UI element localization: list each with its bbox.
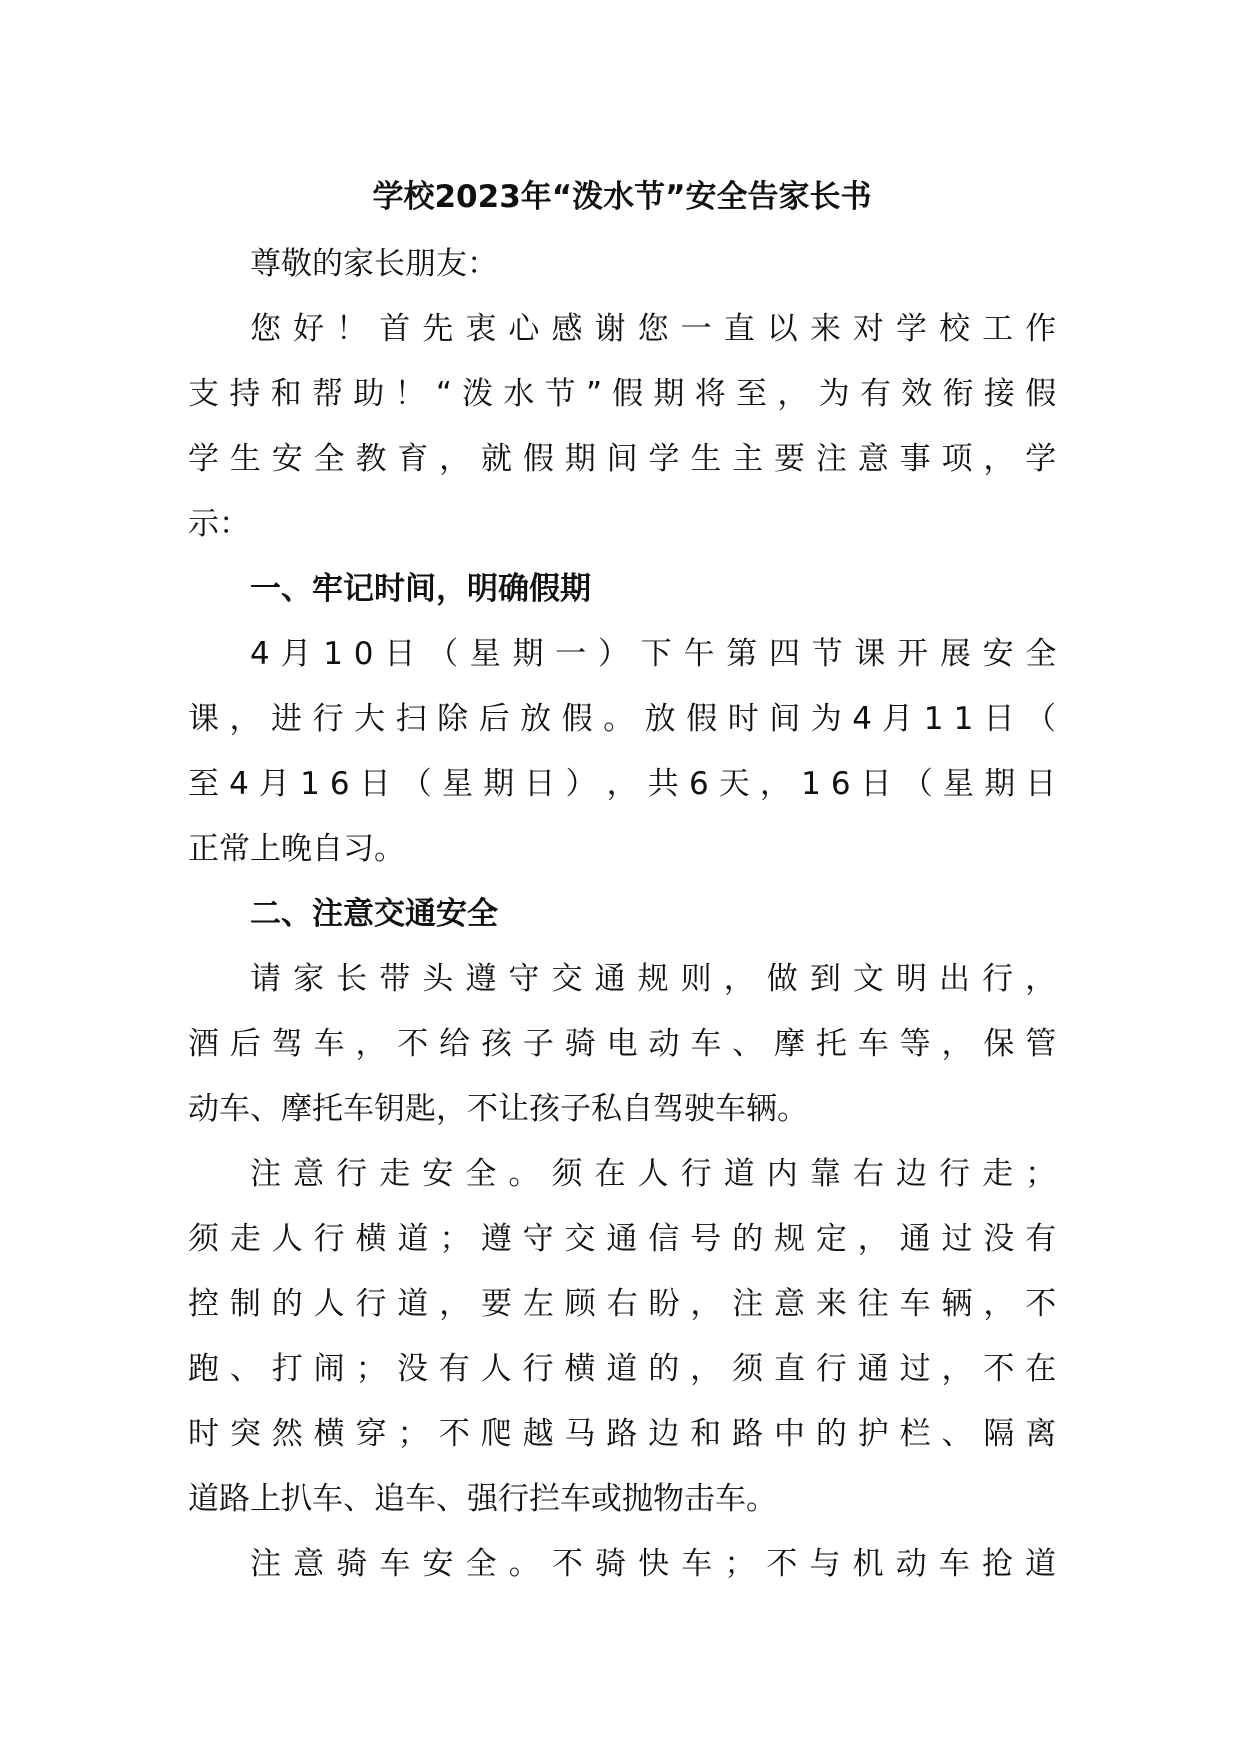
section2-p1-line-3: 动车、摩托车钥匙，不让孩子私自驾驶车辆。: [188, 1091, 808, 1127]
intro-line-2: 支 持 和 帮 助 ！ “ 泼 水 节 ” 假 期 将 至 ， 为 有 效 衔 接 假: [188, 376, 1056, 412]
salutation-line: 尊敬的家长朋友：: [250, 246, 498, 282]
section2-p2-line-5: 时 突 然 横 穿 ； 不 爬 越 马 路 边 和 路 中 的 护 栏 、 隔 离: [188, 1416, 1056, 1452]
section2-p2-line-3: 控 制 的 人 行 道 ， 要 左 顾 右 盼 ， 注 意 来 往 车 辆 ， 不: [188, 1286, 1056, 1322]
intro-line-1: 您 好 ！ 首 先 衷 心 感 谢 您 一 直 以 来 对 学 校 工 作: [250, 311, 1056, 347]
section1-line-1: 4 月 1 0 日 （ 星 期 一 ） 下 午 第 四 节 课 开 展 安 全: [250, 636, 1056, 672]
salutation: [188, 232, 1056, 297]
section2-p2-line-2: 须 走 人 行 横 道 ； 遵 守 交 通 信 号 的 规 定 ， 通 过 没 有: [188, 1221, 1056, 1257]
section1-line-4: 正常上晚自习。: [188, 831, 405, 867]
section2-p3-line-1: 注 意 骑 车 安 全 。 不 骑 快 车 ； 不 与 机 动 车 抢 道: [250, 1546, 1056, 1582]
section2-paragraph-1: [188, 947, 1056, 1142]
section1-line-3: 至 4 月 1 6 日 （ 星 期 日 ） ， 共 6 天 ， 1 6 日 （ 星 期 日: [188, 766, 1056, 802]
section2-p1-line-2: 酒 后 驾 车 ， 不 给 孩 子 骑 电 动 车 、 摩 托 车 等 ， 保 管: [188, 1026, 1056, 1062]
section2-p2-line-4: 跑 、 打 闹 ； 没 有 人 行 横 道 的 ， 须 直 行 通 过 ， 不 在: [188, 1351, 1056, 1387]
section2-p2-line-1: 注 意 行 走 安 全 。 须 在 人 行 道 内 靠 右 边 行 走 ；: [250, 1156, 1056, 1192]
section1-heading: [188, 557, 1056, 622]
section2-paragraph-2: [188, 1142, 1056, 1532]
section2-paragraph-3: [188, 1532, 1056, 1597]
section2-p1-line-1: 请 家 长 带 头 遵 守 交 通 规 则 ， 做 到 文 明 出 行 ，: [250, 961, 1056, 997]
document-title: 学校2023年“泼水节”安全告家长书: [372, 179, 872, 215]
section1-heading-text: 一、牢记时间，明确假期: [250, 571, 591, 607]
section2-heading: [188, 882, 1056, 947]
section2-p2-line-6: 道路上扒车、追车、强行拦车或抛物击车。: [188, 1481, 777, 1517]
section1-line-2: 课 ， 进 行 大 扫 除 后 放 假 。 放 假 时 间 为 4 月 1 1 日 （: [188, 701, 1056, 737]
section1-paragraph: [188, 622, 1056, 882]
intro-paragraph: [188, 297, 1056, 557]
intro-line-3: 学 生 安 全 教 育 ， 就 假 期 间 学 生 主 要 注 意 事 项 ， 学: [188, 441, 1056, 477]
intro-line-4: 示：: [188, 506, 250, 542]
document-body: [188, 168, 1056, 1597]
section2-heading-text: 二、注意交通安全: [250, 896, 498, 932]
